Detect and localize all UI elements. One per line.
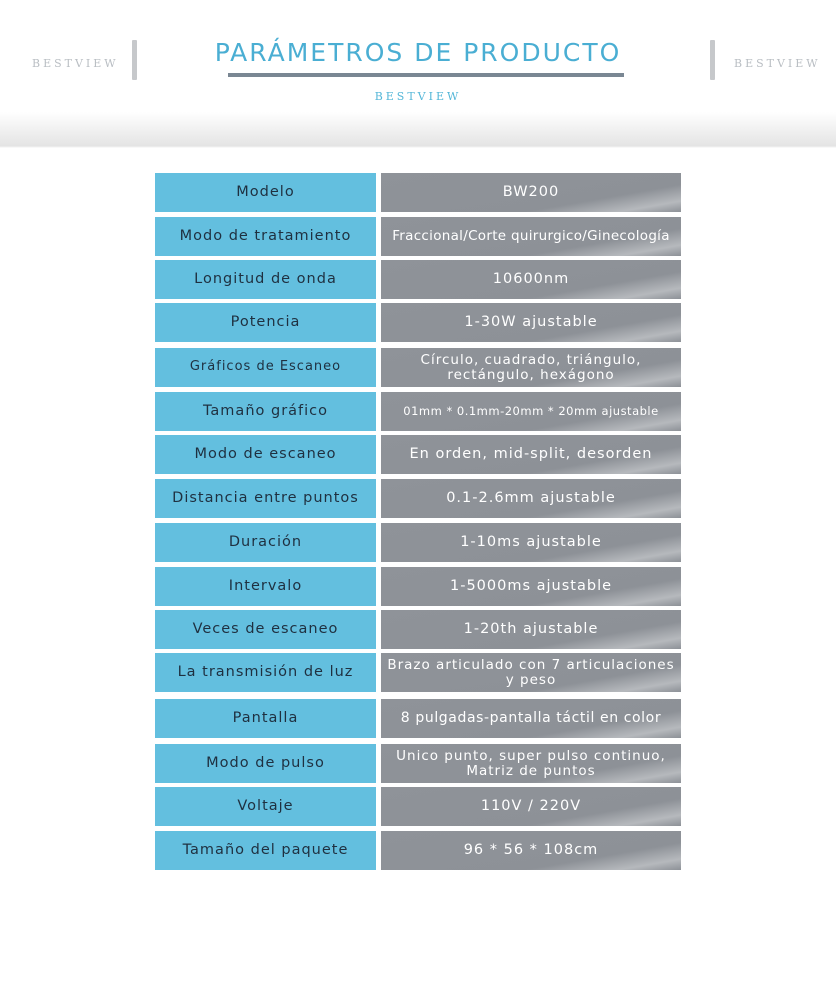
spec-value: Unico punto, super pulso continuo, Matriz de puntos: [381, 744, 681, 783]
spec-label: Modo de escaneo: [155, 435, 376, 474]
spec-value: 1-10ms ajustable: [381, 523, 681, 562]
spec-row: [155, 217, 681, 256]
spec-value: 8 pulgadas-pantalla táctil en color: [381, 699, 681, 738]
spec-row: [155, 523, 681, 562]
page-title: PARÁMETROS DE PRODUCTO: [214, 38, 622, 67]
spec-row: [155, 831, 681, 870]
spec-value: 1-30W ajustable: [381, 303, 681, 342]
spec-label: Modo de pulso: [155, 744, 376, 783]
spec-value: 110V / 220V: [381, 787, 681, 826]
spec-label: Modelo: [155, 173, 376, 212]
spec-value: 10600nm: [381, 260, 681, 299]
header-banner: [0, 0, 836, 148]
spec-row: [155, 303, 681, 342]
divider-bar-right: [710, 40, 715, 80]
spec-label: Pantalla: [155, 699, 376, 738]
spec-value: Fraccional/Corte quirurgico/Ginecología: [381, 217, 681, 256]
brand-left: BESTVIEW: [32, 57, 119, 70]
spec-row: [155, 435, 681, 474]
spec-label: Modo de tratamiento: [155, 217, 376, 256]
spec-value: 96 * 56 * 108cm: [381, 831, 681, 870]
spec-label: Tamaño gráfico: [155, 392, 376, 431]
brand-right: BESTVIEW: [734, 57, 821, 70]
spec-row: [155, 173, 681, 212]
spec-row: [155, 260, 681, 299]
spec-label: Duración: [155, 523, 376, 562]
spec-value: En orden, mid-split, desorden: [381, 435, 681, 474]
spec-row: [155, 744, 681, 783]
spec-value: Círculo, cuadrado, triángulo, rectángulo, hexágono: [381, 348, 681, 387]
spec-row: [155, 653, 681, 692]
spec-label: Gráficos de Escaneo: [155, 348, 376, 387]
spec-value: 1-20th ajustable: [381, 610, 681, 649]
spec-row: [155, 610, 681, 649]
spec-value: 0.1-2.6mm ajustable: [381, 479, 681, 518]
spec-label: Longitud de onda: [155, 260, 376, 299]
spec-value: Brazo articulado con 7 articulaciones y peso: [381, 653, 681, 692]
brand-subtitle: BESTVIEW: [374, 90, 462, 103]
spec-row: [155, 699, 681, 738]
spec-value: BW200: [381, 173, 681, 212]
spec-label: Potencia: [155, 303, 376, 342]
spec-label: Veces de escaneo: [155, 610, 376, 649]
spec-label: Tamaño del paquete: [155, 831, 376, 870]
spec-row: [155, 787, 681, 826]
spec-label: Intervalo: [155, 567, 376, 606]
spec-row: [155, 348, 681, 387]
spec-value: 1-5000ms ajustable: [381, 567, 681, 606]
spec-row: [155, 479, 681, 518]
spec-row: [155, 567, 681, 606]
spec-row: [155, 392, 681, 431]
spec-value: 01mm * 0.1mm-20mm * 20mm ajustable: [381, 392, 681, 431]
spec-label: Voltaje: [155, 787, 376, 826]
spec-label: La transmisión de luz: [155, 653, 376, 692]
title-underline: [228, 73, 624, 77]
spec-label: Distancia entre puntos: [155, 479, 376, 518]
